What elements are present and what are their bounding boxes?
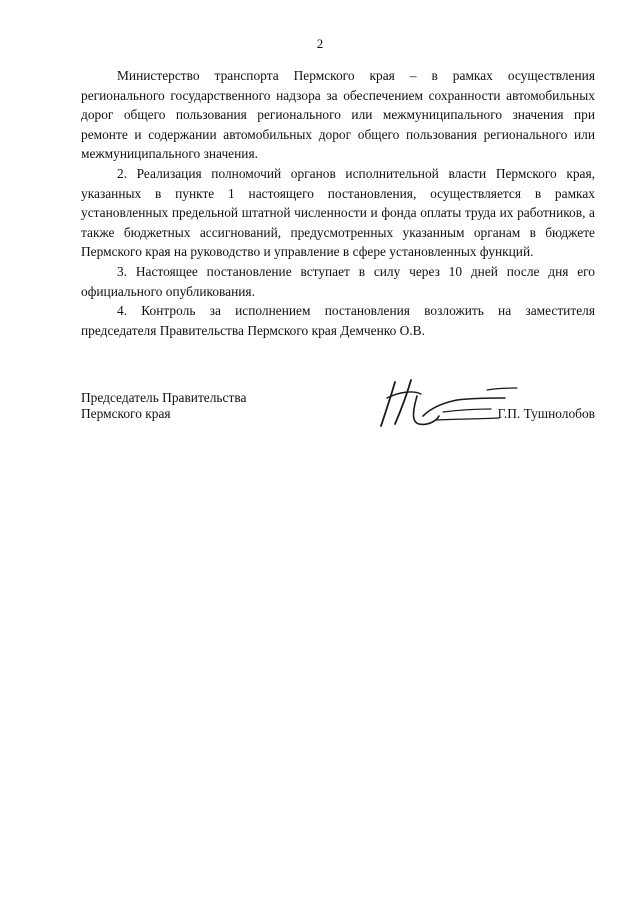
page-number: 2 xyxy=(316,36,324,51)
signatory-title-line-1: Председатель Правительства xyxy=(81,390,247,405)
document-body xyxy=(81,66,595,340)
paragraph-2-implementation: 2. Реализация полномочий органов исполнительной власти Пермского края, указанных в пункте 1 настоящего постановления, осуществляется в рамках установленных предельной штатной численности и фонда оплаты труда их работников, а также бюджетных ассигнований, предусмотренных указанным органам в бюджете Пермского края на руководство и управление в сфере установленных функций. xyxy=(81,165,595,260)
signatory-title xyxy=(81,390,246,422)
signatory-name: Г.П. Тушнолобов xyxy=(497,406,595,421)
signature-block xyxy=(81,390,595,430)
paragraph-4-control: 4. Контроль за исполнением постановления возложить на заместителя председателя Правительства Пермского края Демченко О.В. xyxy=(81,303,595,338)
paragraph-ministry-transport: Министерство транспорта Пермского края – в рамках осуществления регионального государственного надзора за обеспечением сохранности автомобильных дорог общего пользования регионального или межмуниципального значения при ремонте и содержании автомобильных дорог общего пользования регионального или межмуниципального значения. xyxy=(81,68,595,162)
signatory-title-line-2: Пермского края xyxy=(81,406,171,421)
paragraph-3-entry-into-force: 3. Настоящее постановление вступает в силу через 10 дней после дня его официального опубликования. xyxy=(81,263,595,299)
